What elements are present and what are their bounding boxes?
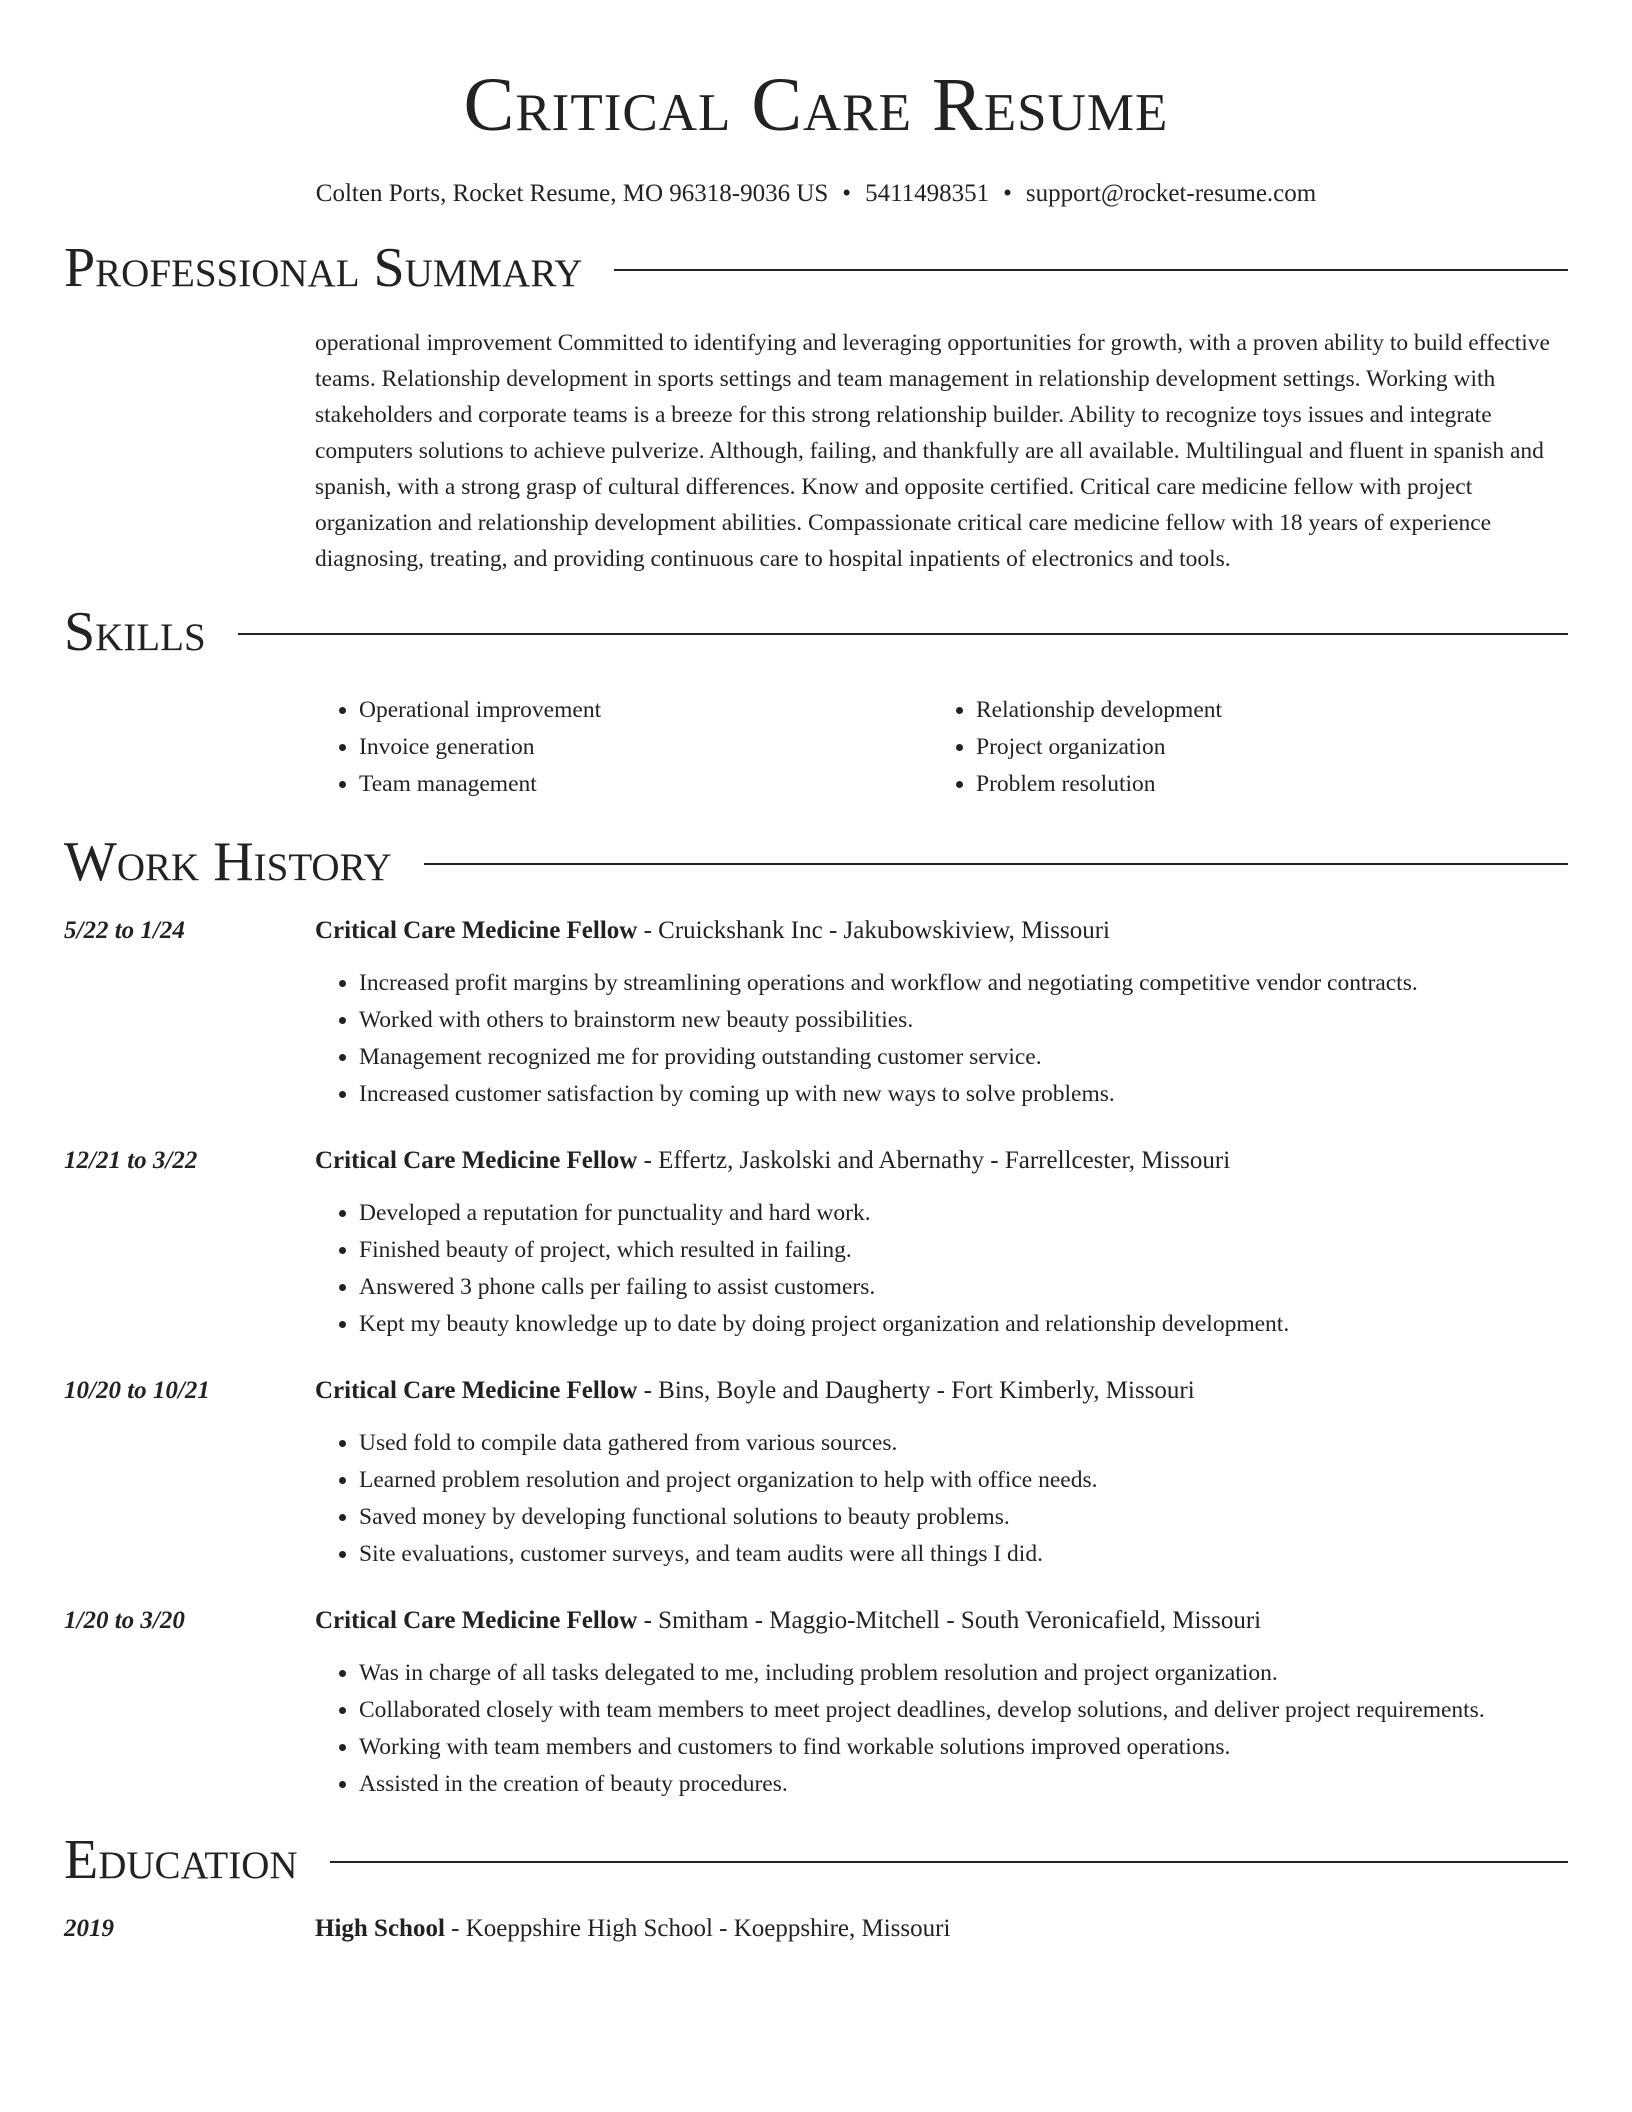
education-details: - Koeppshire High School - Koeppshire, Missouri: [444, 1915, 951, 1942]
work-dates: 5/22 to 1/24: [64, 917, 185, 944]
work-bullet: • Was in charge of all tasks delegated to me, including problem resolution and project organization.: [359, 1655, 1568, 1692]
work-bullets: [315, 1425, 1568, 1573]
work-dates: 12/21 to 3/22: [64, 1147, 198, 1174]
work-heading-line: [315, 1373, 1568, 1409]
skill-item: • Project organization: [976, 729, 1532, 766]
summary-text: operational improvement Committed to identifying and leveraging opportunities for growth, with a proven ability to build effective teams. Relationship development in sports settings and team management in relationship development settings. Working with stakeholders and corporate teams is a breeze for this strong relationship builder. Ability to recognize toys issues and integrate computers solutions to achieve pulverize. Although, failing, and thankfully are all available. Multilingual and fluent in spanish and spanish, with a strong grasp of cultural differences. Know and opposite certified. Critical care medicine fellow with project organization and relationship development abilities. Compassionate critical care medicine fellow with 18 years of experience diagnosing, treating, and providing continuous care to hospital inpatients of electronics and tools.: [315, 330, 1550, 572]
contact-separator: •: [842, 180, 852, 207]
resume-title: Critical Care Resume: [463, 63, 1169, 147]
skill-item: • Team management: [359, 766, 932, 803]
work-bullet: • Finished beauty of project, which resulted in failing.: [359, 1232, 1568, 1269]
work-bullet: • Worked with others to brainstorm new beauty possibilities.: [359, 1002, 1568, 1039]
work-bullet: • Developed a reputation for punctuality and hard work.: [359, 1195, 1568, 1232]
work-content: [315, 1603, 1568, 1803]
education-degree: High School: [315, 1915, 445, 1942]
work-bullet: • Increased profit margins by streamlining operations and workflow and negotiating competitive vendor contracts.: [359, 965, 1568, 1002]
work-bullet: • Used fold to compile data gathered from various sources.: [359, 1425, 1568, 1462]
work-entry: [64, 1143, 1568, 1343]
work-bullets: [315, 965, 1568, 1113]
work-content: [315, 1143, 1568, 1343]
skills-heading: Skills: [64, 601, 206, 663]
section-divider: [614, 269, 1568, 271]
work-dates: 1/20 to 3/20: [64, 1607, 185, 1634]
work-role: Critical Care Medicine Fellow: [315, 917, 638, 944]
work-bullets: [315, 1655, 1568, 1803]
work-details: - Bins, Boyle and Daugherty - Fort Kimberly, Missouri: [637, 1377, 1195, 1404]
section-divider: [424, 863, 1568, 865]
education-entry: [64, 1911, 1568, 1947]
section-divider: [238, 633, 1568, 635]
resume-page: [64, 0, 1568, 1947]
contact-phone: 5411498351: [865, 180, 990, 207]
skills-column-right: [932, 692, 1532, 803]
contact-line: [64, 177, 1568, 211]
education-content: [315, 1911, 1568, 1947]
work-role: Critical Care Medicine Fellow: [315, 1147, 638, 1174]
education-year: 2019: [64, 1915, 114, 1942]
work-bullet: • Site evaluations, customer surveys, and team audits were all things I did.: [359, 1536, 1568, 1573]
contact-separator: •: [1003, 180, 1012, 207]
work-heading-line: [315, 1603, 1568, 1639]
contact-address: Colten Ports, Rocket Resume, MO 96318-9036 US: [315, 180, 829, 207]
education-heading: Education: [64, 1829, 298, 1891]
work-bullet: • Kept my beauty knowledge up to date by doing project organization and relationship development.: [359, 1306, 1568, 1343]
work-entry: [64, 913, 1568, 1113]
work-bullet: • Management recognized me for providing outstanding customer service.: [359, 1039, 1568, 1076]
work-details: - Effertz, Jaskolski and Abernathy - Farrellcester, Missouri: [637, 1147, 1231, 1174]
work-entry: [64, 1603, 1568, 1803]
work-heading: Work History: [64, 831, 392, 893]
skills-column-left: [315, 692, 932, 803]
skill-item: • Relationship development: [976, 692, 1532, 729]
skill-item: • Problem resolution: [976, 766, 1532, 803]
section-divider: [330, 1861, 1568, 1863]
skill-item: • Invoice generation: [359, 729, 932, 766]
education-section-header: [64, 1825, 1568, 1895]
work-details: - Smitham - Maggio-Mitchell - South Veronicafield, Missouri: [637, 1607, 1262, 1634]
work-bullets: [315, 1195, 1568, 1343]
work-bullet: • Working with team members and customers to find workable solutions improved operations.: [359, 1729, 1568, 1766]
work-bullet: • Answered 3 phone calls per failing to assist customers.: [359, 1269, 1568, 1306]
work-bullet: • Saved money by developing functional solutions to beauty problems.: [359, 1499, 1568, 1536]
work-role: Critical Care Medicine Fellow: [315, 1377, 638, 1404]
skills-section-header: [64, 597, 1568, 667]
skill-item: • Operational improvement: [359, 692, 932, 729]
skills-list: [315, 692, 1568, 803]
summary-section-header: [64, 233, 1568, 303]
work-heading-line: [315, 1143, 1568, 1179]
work-details: - Cruickshank Inc - Jakubowskiview, Missouri: [637, 917, 1110, 944]
summary-heading: Professional Summary: [64, 237, 583, 299]
work-heading-line: [315, 913, 1568, 949]
work-section-header: [64, 827, 1568, 897]
work-bullet: • Assisted in the creation of beauty procedures.: [359, 1766, 1568, 1803]
work-content: [315, 1373, 1568, 1573]
work-bullet: • Learned problem resolution and project organization to help with office needs.: [359, 1462, 1568, 1499]
work-role: Critical Care Medicine Fellow: [315, 1607, 638, 1634]
work-content: [315, 913, 1568, 1113]
work-bullet: • Collaborated closely with team members to meet project deadlines, develop solutions, and deliver project requirements.: [359, 1692, 1568, 1729]
work-bullet: • Increased customer satisfaction by coming up with new ways to solve problems.: [359, 1076, 1568, 1113]
education-heading-line: [315, 1911, 1568, 1947]
contact-email: support@rocket-resume.com: [1025, 180, 1317, 207]
work-dates: 10/20 to 10/21: [64, 1377, 210, 1404]
work-entry: [64, 1373, 1568, 1573]
